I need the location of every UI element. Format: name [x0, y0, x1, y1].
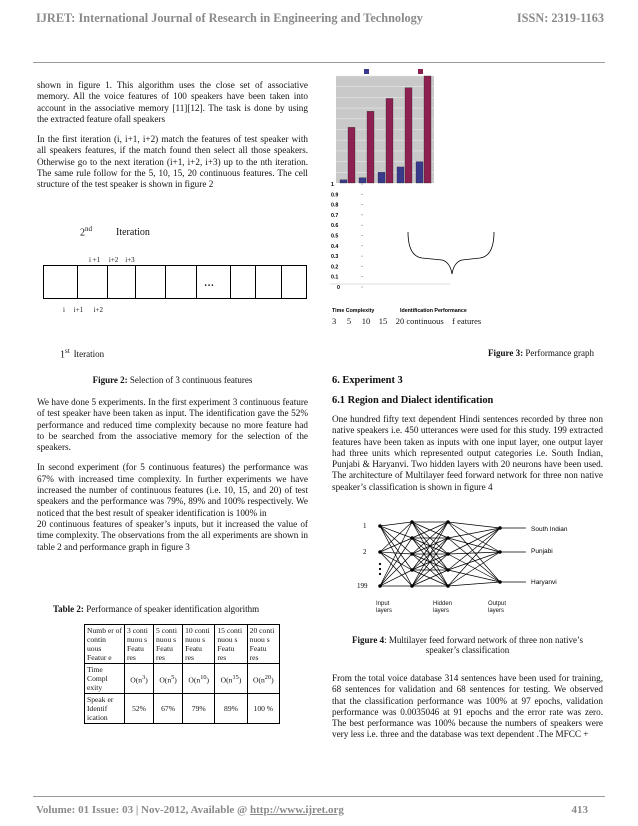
running-header — [36, 11, 604, 26]
y-tick-label: 0 — [337, 285, 340, 291]
figure-3-caption: Figure 3: Performance graph — [488, 348, 595, 358]
ellipsis-dot — [379, 573, 381, 575]
paragraph: In second experiment (for 5 continuous features) the performance was 67% with increased time complexity. In further experiments we have increased the number of continuous features (i.e. 10, 15, and 20) of test speakers and the performance was 79%, 89% and 100% respectively. We noticed that the best result of speaker identification is 100% in — [37, 462, 308, 518]
input-node-label: 1 — [363, 522, 367, 530]
table-cell: 100 % — [247, 694, 279, 724]
performance-table — [84, 624, 280, 724]
paragraph: shown in figure 1. This algorithm uses the close set of associative memory. All the voice features of 100 speakers have been taken into account in the associative memory [11][12]. The task is done by using the extracted feature ofall speakers — [37, 80, 308, 124]
neuron-node — [379, 525, 382, 528]
neuron-node — [499, 581, 502, 584]
paragraph: From the total voice database 314 sentences have been used for training, 68 sentences for validation and 68 sentences for testing. We observed that the classification performance was 100% at 97 epochs, validation performance was 0.0035046 at 91 epochs and the error rate was zero. The best performance was 100% because the numbers of speakers were very less i.e. three and the database was text dependent .The MFCC + — [332, 673, 603, 740]
table-cell: 79% — [183, 694, 215, 724]
y-tick-label: 0.3 — [331, 254, 339, 261]
issn: ISSN: 2319-1163 — [516, 11, 604, 25]
bar-identification-performance-15 — [405, 88, 412, 183]
output-label: South Indian — [531, 526, 568, 533]
neuron-node — [447, 585, 450, 588]
page-number: 413 — [571, 804, 588, 816]
neuron-node — [447, 569, 450, 572]
subsection-title: 6.1 Region and Dialect identification — [332, 395, 494, 406]
paragraph: We have done 5 experiments. In the first experiment 3 continuous feature of test speaker have been taken as input. The identification gave the 52% performance and reduced time complexity because no more feature had to be searched from the associative memory for the selection of the speakers. — [37, 397, 308, 453]
legend-series-1: Time Complexity — [332, 308, 375, 314]
table-cell: $O(n^{10})$ — [183, 664, 215, 694]
left-column-top — [37, 80, 308, 191]
table-cell: Numb er of contin uous Featur e — [85, 625, 125, 664]
bar-time-complexity-10 — [378, 172, 385, 183]
table-cell: 5 conti nuou s Featu res — [154, 625, 183, 664]
y-tick-label: 0.6 — [331, 223, 339, 230]
legend-series-2: Identification Performance — [400, 308, 467, 314]
hidden-layer-label: Hidden layers — [433, 601, 453, 614]
bar-identification-performance-5 — [367, 111, 374, 183]
table-cell: 10 conti nuou s Featu res — [183, 625, 215, 664]
section-title: 6. Experiment 3 — [332, 375, 403, 386]
network-connection — [448, 582, 500, 586]
output-layer-label: Output layers — [488, 601, 507, 614]
neuron-node — [447, 537, 450, 540]
neuron-node — [411, 569, 414, 572]
ellipsis-dot — [379, 563, 381, 565]
network-connection — [380, 522, 412, 526]
legend-swatch — [418, 69, 423, 74]
output-label: Punjabi — [531, 548, 553, 555]
x-axis-label: 3 5 10 15 20 continuous f eatures — [332, 316, 482, 326]
brace-shape — [408, 232, 494, 274]
paragraph: In the first iteration (i, i+1, i+2) match the features of test speaker with all speakers features, if the match found then select all those speakers. Otherwise go to the next iteration (i+1, i+2, i+3) up to the nth iteration. The same rule follow for the 5, 10, 15, 20 continuous features. The cell structure of the test speaker is shown in figure 2 — [37, 134, 308, 190]
bar-identification-performance-3 — [348, 127, 355, 183]
network-connection — [448, 538, 500, 582]
table-cell: 3 conti nuou s Featu res — [125, 625, 154, 664]
second-iteration-label: 2nd Iteration — [80, 225, 150, 239]
table-cell: $O(n^{20})$ — [247, 664, 279, 694]
y-tick-label: 0.5 — [331, 233, 339, 240]
table-cell: 20 conti nuou s Featu res — [247, 625, 279, 664]
bottom-indices: i i+1 i+2 — [63, 306, 103, 314]
cell-divider — [230, 265, 231, 299]
table-cell: 15 conti nuou s Featu res — [215, 625, 247, 664]
bar-time-complexity-3 — [340, 180, 347, 183]
y-tick-label: 0.1 — [331, 274, 339, 281]
table-row — [85, 694, 280, 724]
y-tick-label: 0.9 — [331, 192, 339, 199]
neuron-node — [447, 553, 450, 556]
first-iteration-label: 1st Iteration — [60, 347, 105, 361]
y-tick-label: 0.7 — [331, 212, 339, 219]
input-node-label: 199 — [357, 582, 368, 590]
table-cell: 52% — [125, 694, 154, 724]
bar-time-complexity-5 — [359, 178, 366, 183]
table-cell: Speak er Identif ication — [85, 694, 125, 724]
network-connection — [448, 570, 500, 582]
table-cell: $O(n^3)$ — [125, 664, 154, 694]
bar-identification-performance-10 — [386, 98, 393, 183]
table-cell: $O(n^{15})$ — [215, 664, 247, 694]
footer-text: Volume: 01 Issue: 03 | Nov-2012, Available @ — [36, 804, 251, 816]
table-cell: Time Compl exity — [85, 664, 125, 694]
network-connection — [448, 528, 500, 570]
bar-time-complexity-15 — [397, 167, 404, 183]
header-rule — [33, 62, 605, 63]
network-connection — [380, 526, 412, 570]
right-column-bottom — [332, 673, 603, 741]
neuron-node — [411, 521, 414, 524]
bar-time-complexity-20 — [416, 162, 423, 183]
left-column-bottom — [37, 397, 308, 553]
ellipsis-dot — [379, 568, 381, 570]
network-connection — [380, 570, 412, 586]
running-footer — [36, 804, 604, 816]
table-row — [85, 625, 280, 664]
network-connection — [448, 552, 500, 570]
paragraph: 20 continuous features of speaker’s inputs, but it increased the value of time complexity. The observations from the all experiments are shown in table 2 and performance graph in figure 3 — [37, 518, 308, 552]
cell-divider — [107, 265, 108, 299]
figure-2-caption: Figure 2: Selection of 3 continuous features — [92, 375, 253, 385]
y-tick-label: 0.2 — [331, 264, 339, 271]
footer-link[interactable]: http://www.ijret.org — [250, 804, 344, 816]
neuron-node — [499, 551, 502, 554]
y-tick-label: 0.4 — [331, 243, 339, 250]
top-indices: i +1 i+2 i+3 — [89, 256, 135, 264]
bar-identification-performance-20 — [424, 76, 431, 183]
performance-bar-chart — [330, 66, 610, 326]
ellipsis: … — [204, 278, 214, 289]
neuron-node — [379, 585, 382, 588]
cell-divider — [165, 265, 166, 299]
network-connection — [448, 522, 500, 528]
input-layer-label: Input layers — [376, 601, 393, 614]
neuron-node — [411, 537, 414, 540]
cell-divider — [255, 265, 256, 299]
y-tick-label: 0.8 — [331, 202, 339, 209]
y-tick-label: 1 — [331, 182, 334, 188]
table-cell: 67% — [154, 694, 183, 724]
journal-title: IJRET: International Journal of Research in Engineering and Technology — [36, 11, 423, 25]
cell-divider — [77, 265, 78, 299]
right-column-top — [332, 414, 603, 493]
table-cell: $O(n^5)$ — [154, 664, 183, 694]
paragraph: One hundred fifty text dependent Hindi sentences recorded by three non native speakers i.e. 450 utterances were used for this study. 199 extracted features have been taken as inputs with one input layer, one output layer had three units which represented output categories i.e. South Indian, Punjabi & Haryanvi. Two hidden layers with 20 neurons have been used. The architecture of Multilayer feed forward network for three non native speaker’s classification is shown in figure 4 — [332, 414, 603, 492]
figure-4-caption: Figure 4: Multilayer feed forward network of three non native’s speaker’s classification — [351, 635, 584, 655]
table-row — [85, 664, 280, 694]
cell-divider — [196, 265, 197, 299]
legend-swatch — [364, 69, 369, 74]
input-node-label: 2 — [363, 548, 367, 556]
cell-divider — [135, 265, 136, 299]
cell-row — [43, 265, 307, 299]
cell-divider — [281, 265, 282, 299]
neuron-node — [499, 527, 502, 530]
neuron-node — [379, 551, 382, 554]
table-cell: 89% — [215, 694, 247, 724]
footer-rule — [33, 796, 605, 797]
neuron-node — [447, 521, 450, 524]
neuron-node — [411, 585, 414, 588]
neuron-node — [411, 553, 414, 556]
table-2-title: Table 2: Performance of speaker identification algorithm — [53, 604, 260, 614]
output-label: Haryanvi — [531, 579, 557, 586]
